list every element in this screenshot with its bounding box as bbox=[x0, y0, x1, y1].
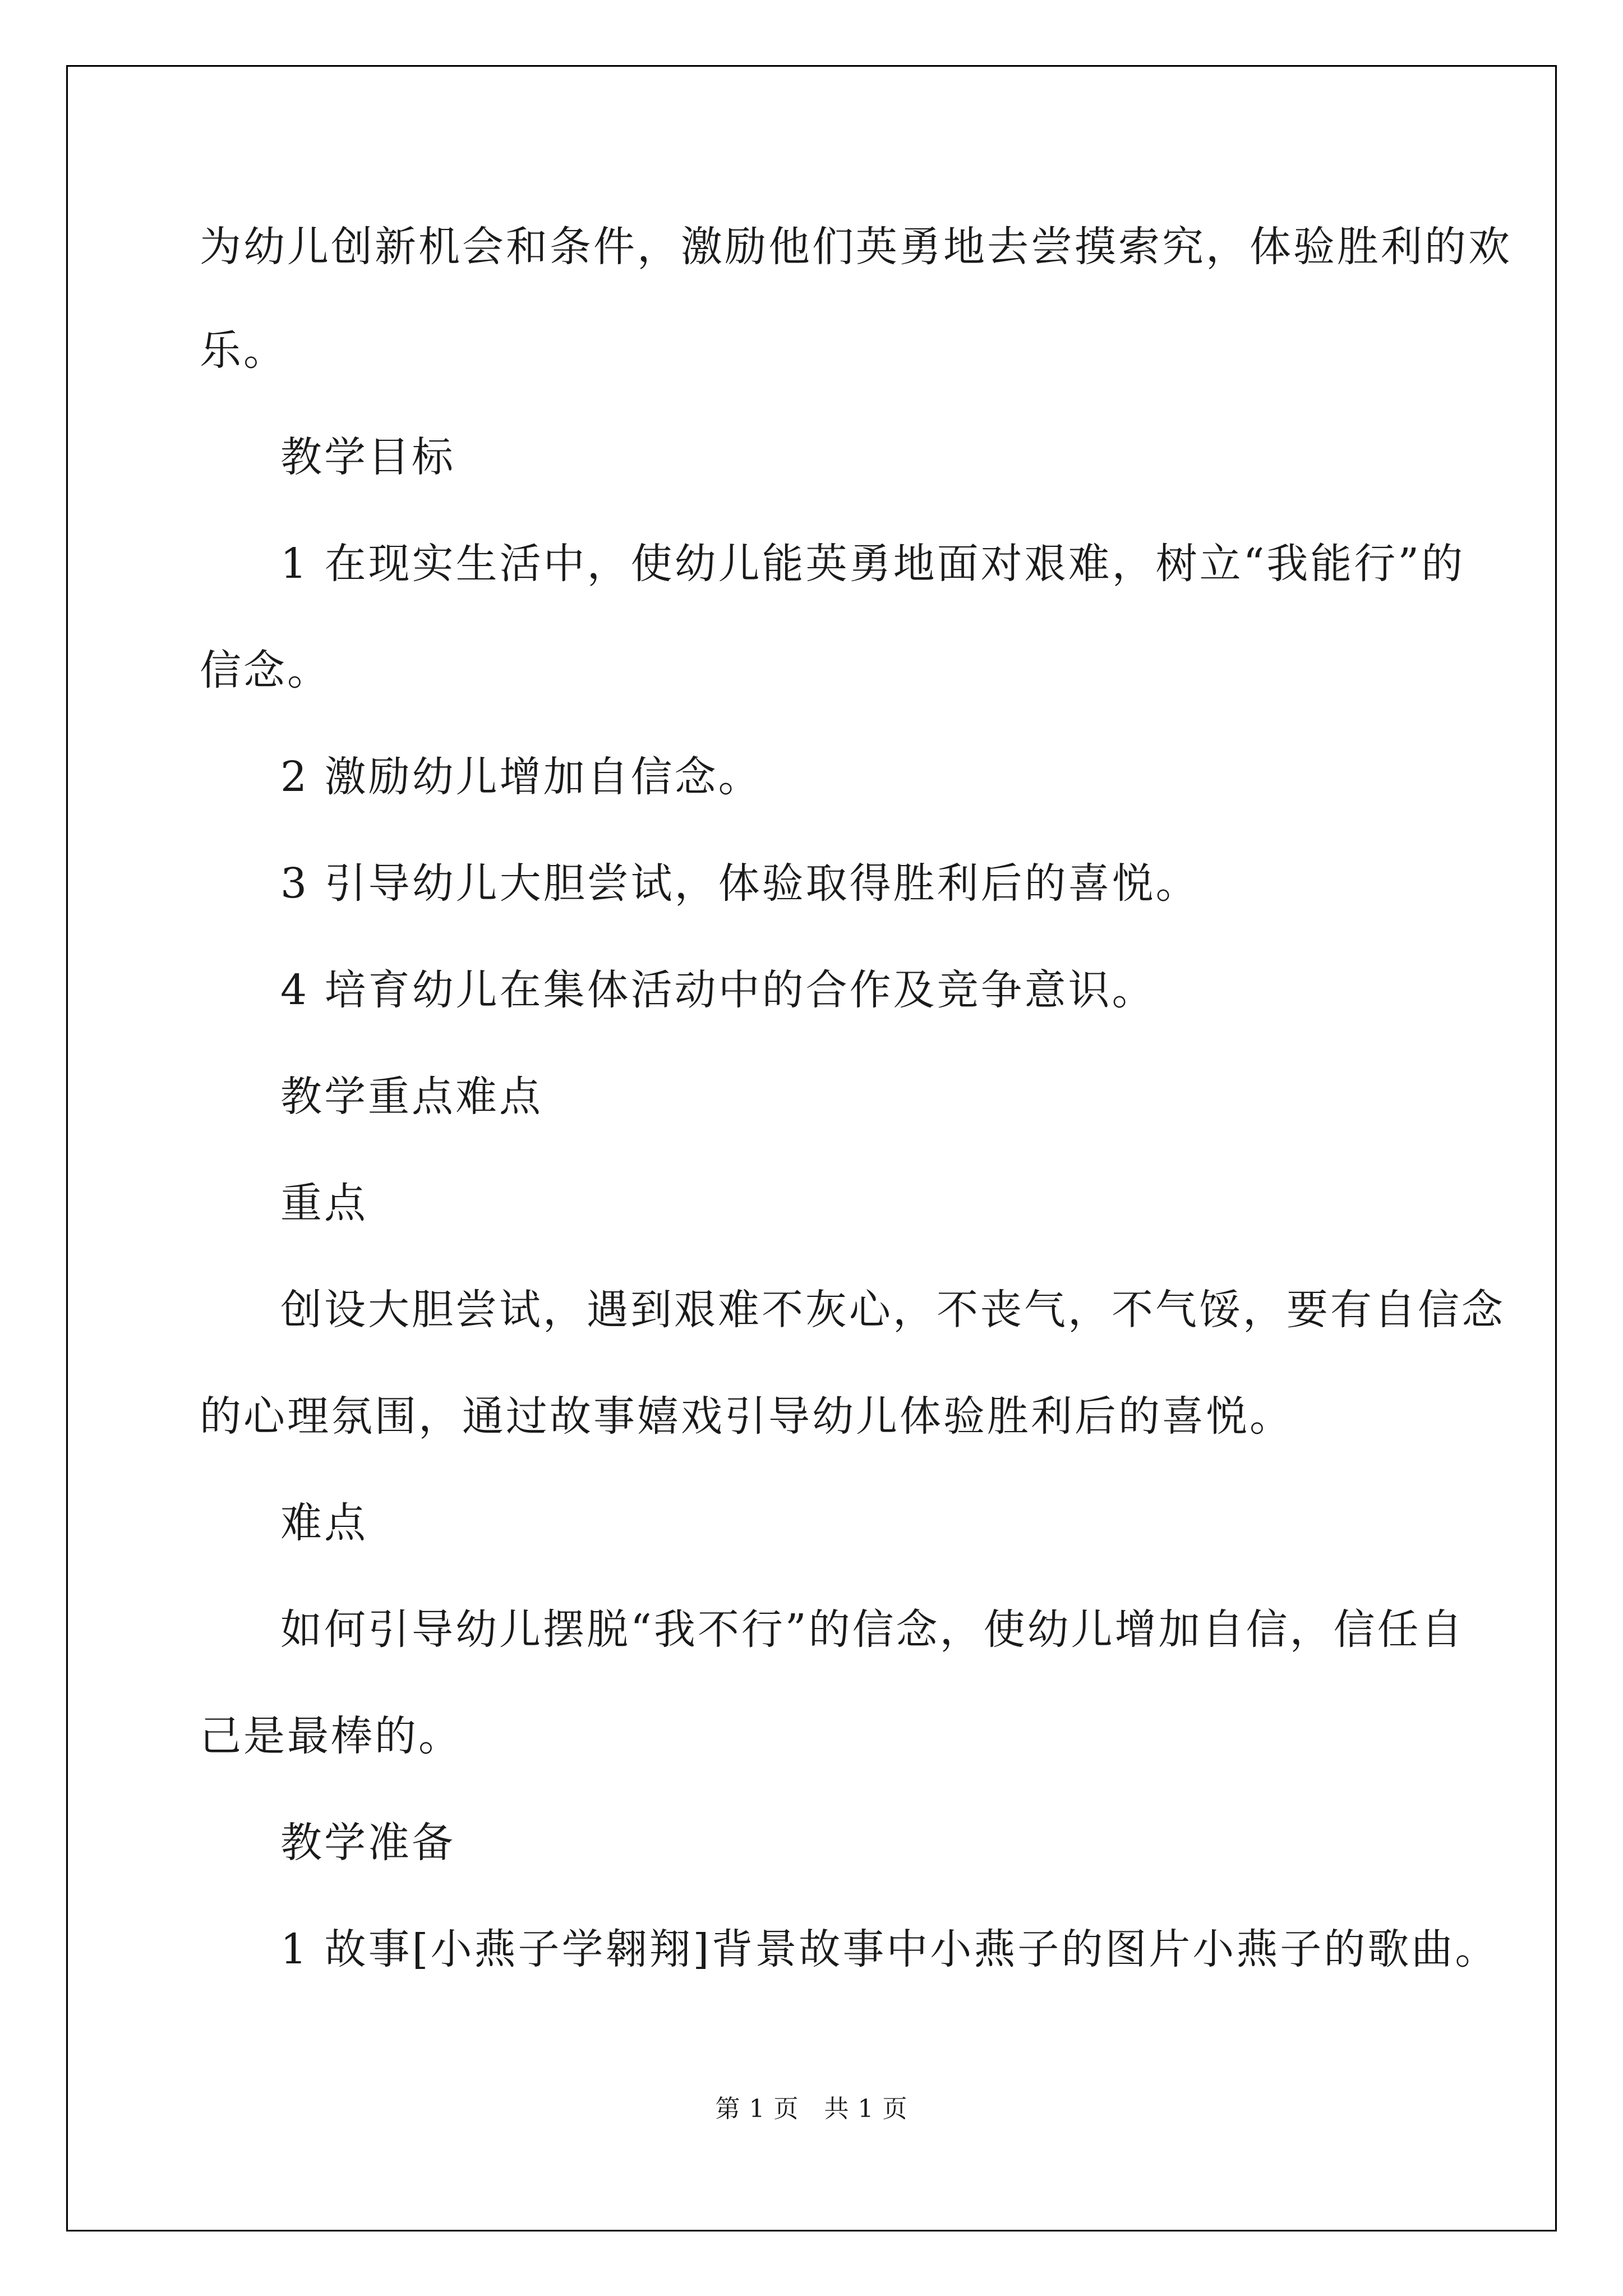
paragraph-line: 2 激励幼儿增加自信念。 bbox=[280, 753, 762, 801]
page-number-footer: 第 1 页 共 1 页 bbox=[715, 2095, 908, 2123]
paragraph-line: 为幼儿创新机会和条件，激励他们英勇地去尝摸索究，体验胜利的欢 bbox=[200, 223, 1512, 271]
paragraph-line: 1 在现实生活中，使幼儿能英勇地面对艰难，树立“我能行”的 bbox=[280, 540, 1465, 588]
paragraph-line: 如何引导幼儿摆脱“我不行”的信念，使幼儿增加自信，信任自 bbox=[280, 1605, 1465, 1654]
section-heading: 教学目标 bbox=[280, 433, 455, 481]
paragraph-line: 4 培育幼儿在集体活动中的合作及竞争意识。 bbox=[280, 966, 1156, 1014]
subsection-heading: 难点 bbox=[280, 1499, 368, 1547]
paragraph-line: 信念。 bbox=[200, 646, 331, 694]
paragraph-line: 3 引导幼儿大胆尝试，体验取得胜利后的喜悦。 bbox=[280, 859, 1200, 908]
paragraph-line: 创设大胆尝试，遇到艰难不灰心，不丧气，不气馁，要有自信念 bbox=[280, 1286, 1505, 1334]
paragraph-line: 己是最棒的。 bbox=[200, 1712, 462, 1760]
section-heading: 教学准备 bbox=[280, 1819, 455, 1867]
paragraph-line: 的心理氛围，通过故事嬉戏引导幼儿体验胜利后的喜悦。 bbox=[200, 1392, 1293, 1441]
paragraph-line: 1 故事[小燕子学翱翔]背景故事中小燕子的图片小燕子的歌曲。 bbox=[280, 1925, 1499, 1973]
page-border bbox=[66, 65, 1557, 2231]
section-heading: 教学重点难点 bbox=[280, 1073, 543, 1121]
subsection-heading: 重点 bbox=[280, 1179, 368, 1227]
paragraph-line: 乐。 bbox=[200, 326, 287, 375]
